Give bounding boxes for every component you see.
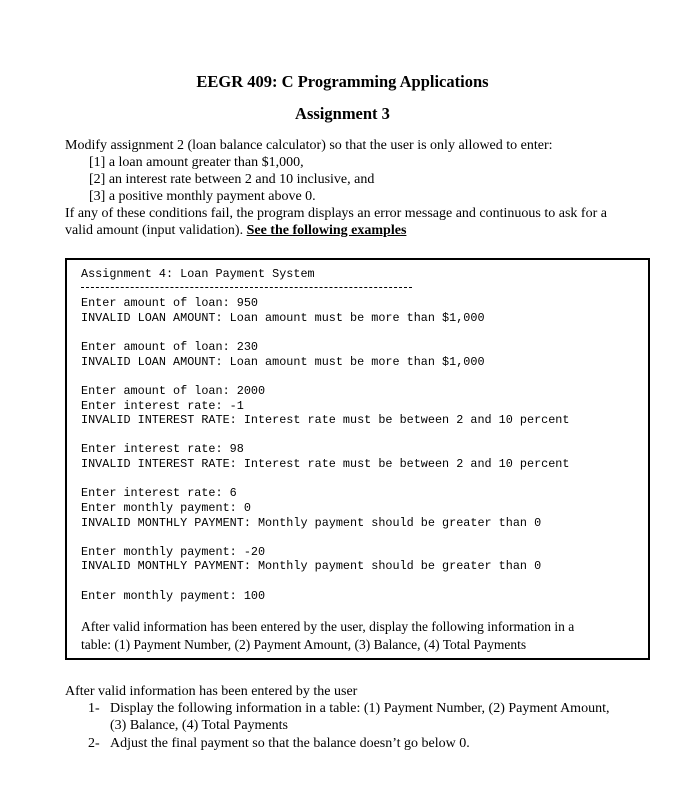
- list-item-1-line2: (3) Balance, (4) Total Payments: [110, 718, 288, 733]
- examples-link: See the following examples: [246, 223, 407, 238]
- console-note-line2: table: (1) Payment Number, (2) Payment Amount, (3) Balance, (4) Total Payments: [81, 636, 527, 652]
- console-line: Enter monthly payment: 0: [81, 501, 251, 515]
- list-item-1-line1: Display the following information in a table: (1) Payment Number, (2) Payment Amount,: [110, 701, 610, 716]
- condition-1: [1] a loan amount greater than $1,000,: [89, 155, 304, 170]
- list-number: 2-: [88, 736, 100, 751]
- console-line: Enter amount of loan: 2000: [81, 384, 266, 398]
- console-line: Enter amount of loan: 950: [81, 296, 258, 310]
- intro-note-line1: If any of these conditions fail, the program displays an error message and continuous to ask for a: [65, 206, 607, 221]
- console-line: INVALID LOAN AMOUNT: Loan amount must be more than $1,000: [81, 311, 485, 325]
- course-title: EEGR 409: C Programming Applications: [196, 72, 489, 91]
- console-line: Enter monthly payment: -20: [81, 545, 266, 559]
- console-line: INVALID MONTHLY PAYMENT: Monthly payment should be greater than 0: [81, 559, 542, 573]
- intro-note-prefix: valid amount (input validation).: [65, 223, 244, 238]
- console-separator: [81, 287, 412, 288]
- console-line: INVALID MONTHLY PAYMENT: Monthly payment should be greater than 0: [81, 516, 542, 530]
- console-line: Enter amount of loan: 230: [81, 340, 258, 354]
- console-line: INVALID INTEREST RATE: Interest rate must be between 2 and 10 percent: [81, 457, 570, 471]
- console-line: Enter interest rate: 98: [81, 442, 244, 456]
- console-line: INVALID INTEREST RATE: Interest rate must be between 2 and 10 percent: [81, 413, 570, 427]
- console-line: INVALID LOAN AMOUNT: Loan amount must be more than $1,000: [81, 355, 485, 369]
- intro-lead: Modify assignment 2 (loan balance calculator) so that the user is only allowed to enter:: [65, 138, 553, 153]
- console-note-line1: After valid information has been entered by the user, display the following information in a: [81, 619, 575, 634]
- list-number: 1-: [88, 701, 100, 716]
- condition-3: [3] a positive monthly payment above 0.: [89, 189, 316, 204]
- console-line: Enter monthly payment: 100: [81, 589, 266, 603]
- intro-note-line2: [65, 222, 406, 239]
- list-item-2-line1: Adjust the final payment so that the balance doesn’t go below 0.: [110, 736, 470, 751]
- console-line: Enter interest rate: 6: [81, 486, 237, 500]
- console-note: [81, 618, 641, 653]
- after-lead: After valid information has been entered by the user: [65, 684, 358, 699]
- assignment-title: Assignment 3: [295, 104, 390, 123]
- console-header: Assignment 4: Loan Payment System: [81, 267, 315, 281]
- condition-2: [2] an interest rate between 2 and 10 inclusive, and: [89, 172, 375, 187]
- console-line: Enter interest rate: -1: [81, 399, 244, 413]
